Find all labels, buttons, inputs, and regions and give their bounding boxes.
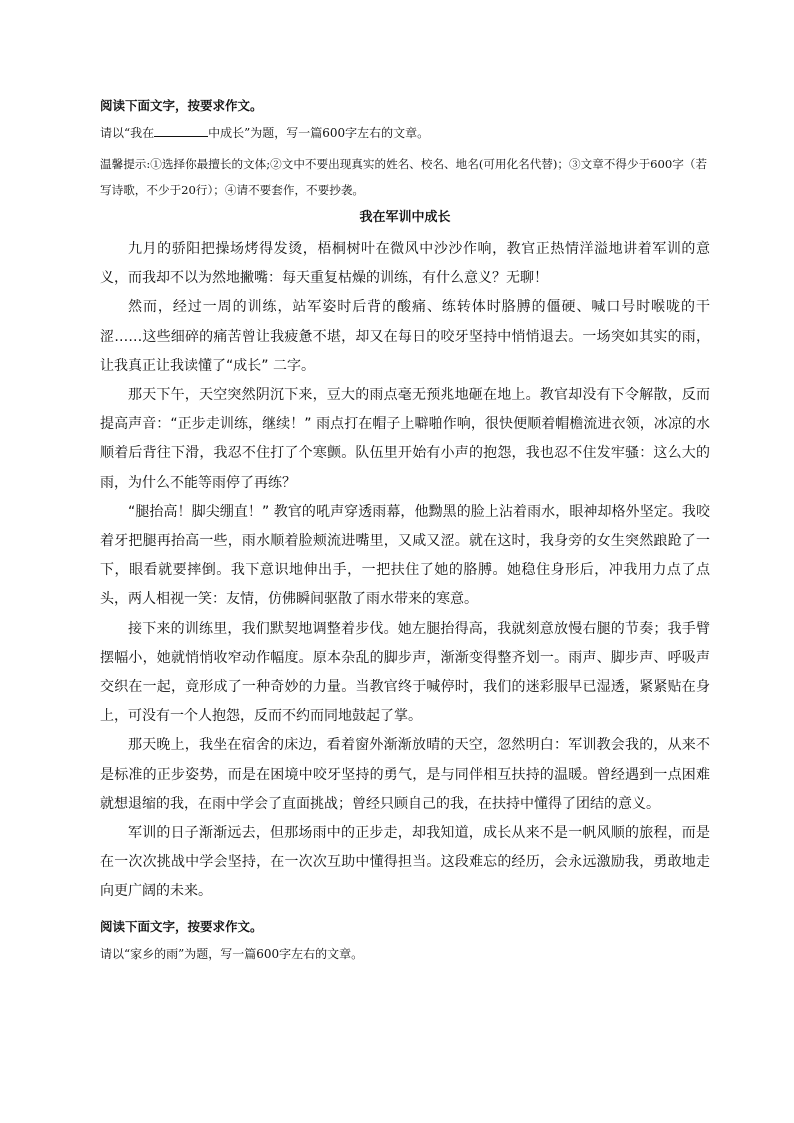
essay-paragraph: “腿抬高！脚尖绷直！” 教官的吼声穿透雨幕，他黝黑的脸上沾着雨水，眼神却格外坚定。我咬着牙把腿再抬高一些，雨水顺着脸颊流进嘴里，又咸又涩。就在这时，我身旁的女生突然踉跄了一下，眼看就要摔倒。我下意识地伸出手，一把扶住了她的胳膊。她稳住身形后，冲我用力点了点头，两人相视一笑：友情，仿佛瞬间驱散了雨水带来的寒意。 — [100, 503, 710, 608]
essay-paragraph: 那天下午，天空突然阴沉下来，豆大的雨点毫无预兆地砸在地上。教官却没有下令解散，反而提高声音：“正步走训练，继续！” 雨点打在帽子上噼啪作响，很快便顺着帽檐流进衣领，冰凉的水顺着后背往下滑，我忍不住打了个寒颤。队伍里开始有小声的抱怨，我也忍不住发牢骚：这么大的雨，为什么不能等雨停了再练？ — [100, 387, 710, 491]
task1-prompt-before: 请以“我在 — [100, 126, 155, 140]
essay-paragraph: 九月的骄阳把操场烤得发烫，梧桐树叶在微风中沙沙作响，教官正热情洋溢地讲着军训的意义，而我却不以为然地撇嘴：每天重复枯燥的训练，有什么意义？无聊！ — [100, 241, 710, 287]
essay-paragraph: 军训的日子渐渐远去，但那场雨中的正步走，却我知道，成长从来不是一帆风顺的旅程，而是在一次次挑战中学会坚持，在一次次互助中懂得担当。这段难忘的经历，会永远激励我，勇敢地走向更广阔的未来。 — [100, 825, 710, 900]
essay-paragraph: 然而，经过一周的训练，站军姿时后背的酸痛、练转体时胳膊的僵硬、喊口号时喉咙的干涩……这些细碎的痛苦曾让我疲惫不堪，却又在每日的咬牙坚持中悄悄退去。一场突如其实的雨，让我真正让我读懂了“成长” 二字。 — [100, 299, 710, 374]
essay-paragraph: 接下来的训练里，我们默契地调整着步伐。她左腿抬得高，我就刻意放慢右腿的节奏；我手臂摆幅小，她就悄悄收窄动作幅度。原本杂乱的脚步声，渐渐变得整齐划一。雨声、脚步声、呼吸声交织在一起，竟形成了一种奇妙的力量。当教官终于喊停时，我们的迷彩服早已湿透，紧紧贴在身上，可没有一个人抱怨，反而不约而同地鼓起了掌。 — [100, 620, 710, 725]
title-blank — [154, 123, 208, 137]
task1-instruction: 阅读下面文字，按要求作文。 — [100, 98, 263, 113]
essay-title: 我在军训中成长 — [359, 210, 451, 225]
task1-prompt-after: 中成长”为题，写一篇600字左右的文章。 — [208, 126, 430, 140]
task2-instruction: 阅读下面文字，按要求作文。 — [100, 918, 263, 934]
page-content — [100, 96, 710, 972]
task2-prompt: 请以“家乡的雨”为题，写一篇600字左右的文章。 — [100, 946, 364, 961]
essay-paragraph: 那天晚上，我坐在宿舍的床边，看着窗外渐渐放晴的天空，忽然明白：军训教会我的，从来不是标准的正步姿势，而是在困境中咬牙坚持的勇气，是与同伴相互扶持的温暖。曾经遇到一点困难就想退缩的我，在雨中学会了直面挑战；曾经只顾自己的我，在扶持中懂得了团结的意义。 — [100, 737, 710, 812]
task1-prompt — [100, 123, 710, 143]
task1-tips: 温馨提示:①选择你最擅长的文体;②文中不要出现真实的姓名、校名、地名(可用化名代替)；③文章不得少于600字（若写诗歌，不少于20行）；④请不要套作，不要抄袭。 — [100, 157, 708, 197]
